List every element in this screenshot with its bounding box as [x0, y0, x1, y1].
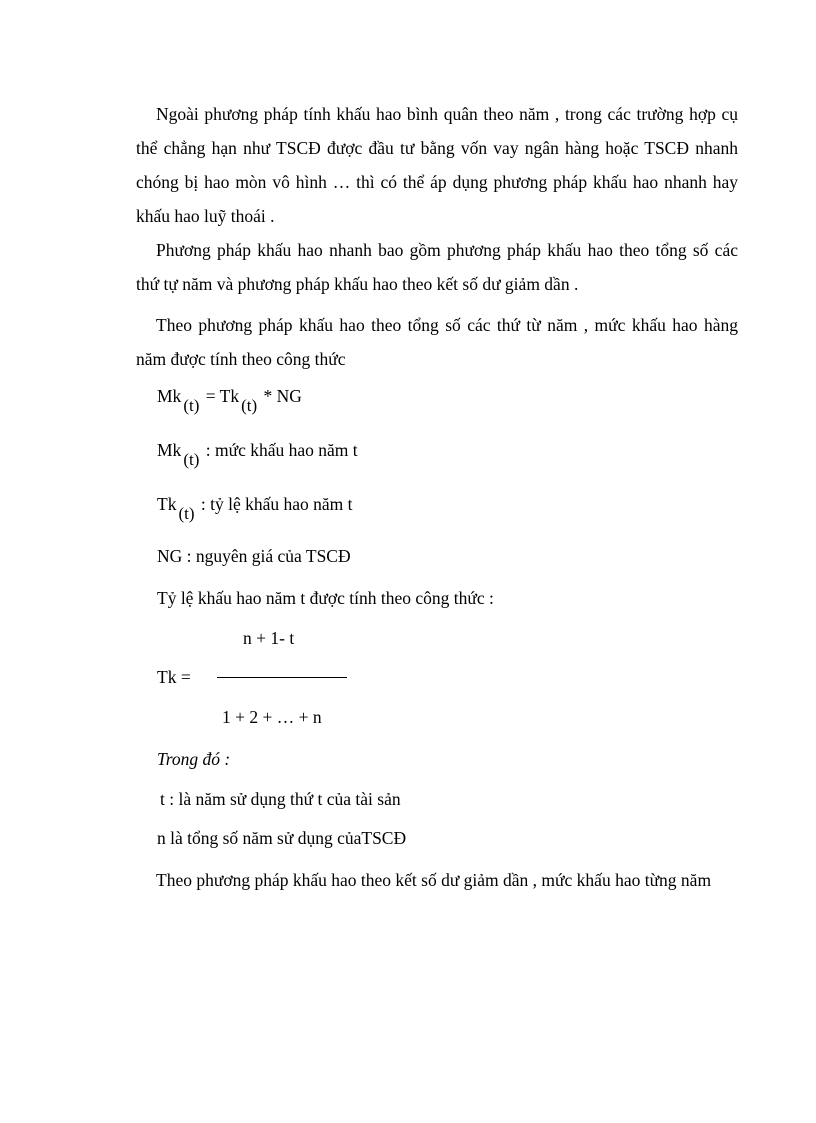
fraction-label: Tk = [157, 667, 191, 687]
paragraph-sum-of-years: Theo phương pháp khấu hao theo tổng số các thứ từ năm , mức khấu hao hàng năm được tính theo công thức [136, 315, 738, 369]
formula-mk-term: Mk [157, 386, 182, 406]
formula-tk-subscript: (t) [241, 396, 258, 415]
fraction-denominator: 1 + 2 + … + n [222, 707, 322, 727]
fraction-bar [217, 677, 347, 678]
definition-tk-term: Tk [157, 494, 177, 514]
paragraph-accelerated-intro: Ngoài phương pháp tính khấu hao bình quân theo năm , trong các trường hợp cụ thể chẳng hạn như TSCĐ được đầu tư bằng vốn vay ngân hàng hoặc TSCĐ nhanh chóng bị hao mòn vô hình … thì có thể áp dụng phương pháp khấu hao nhanh hay khấu hao luỹ thoái . [136, 104, 738, 226]
definition-mk-term: Mk [157, 440, 182, 460]
formula-times-ng: * NG [263, 386, 302, 406]
rate-formula-intro: Tỷ lệ khấu hao năm t được tính theo công thức : [157, 588, 494, 608]
formula-eq-tk: = Tk [205, 386, 240, 406]
where-heading: Trong đó : [157, 749, 231, 769]
formula-mk [157, 386, 302, 415]
definition-tk-desc: : tỷ lệ khấu hao năm t [200, 494, 353, 514]
definition-tk [157, 494, 353, 523]
definition-mk [157, 440, 358, 469]
paragraph-declining-balance: Theo phương pháp khấu hao theo kết số dư giảm dần , mức khấu hao từng năm [156, 870, 712, 890]
definition-ng: NG : nguyên giá của TSCĐ [157, 546, 351, 566]
formula-mk-subscript: (t) [183, 396, 200, 415]
definition-mk-subscript: (t) [183, 450, 200, 469]
where-t-line: t : là năm sử dụng thứ t của tài sản [160, 789, 401, 809]
fraction-numerator: n + 1- t [243, 628, 295, 648]
definition-tk-subscript: (t) [178, 504, 195, 523]
definition-mk-desc: : mức khấu hao năm t [205, 440, 358, 460]
paragraph-accelerated-methods: Phương pháp khấu hao nhanh bao gồm phương pháp khấu hao theo tổng số các thứ tự năm và phương pháp khấu hao theo kết số dư giảm dần . [136, 240, 738, 294]
where-n-line: n là tổng số năm sử dụng củaTSCĐ [157, 828, 407, 848]
